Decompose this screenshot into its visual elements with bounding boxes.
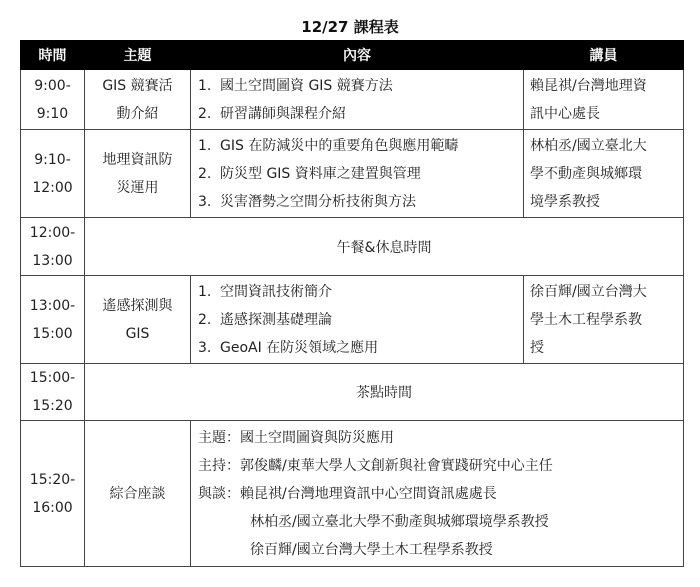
- item-text: 遙感探測基礎理論: [220, 311, 332, 328]
- speaker-line: 學土木工程學系教: [530, 311, 642, 328]
- topic-cell: [85, 130, 191, 218]
- item-number: 2.: [198, 165, 212, 182]
- item-number: 1.: [198, 77, 212, 94]
- content-cell: [191, 70, 524, 130]
- time-cell: [21, 421, 85, 567]
- item-text: 研習講師與課程介紹: [220, 105, 346, 122]
- time-cell: [21, 218, 85, 276]
- content-cell: [191, 130, 524, 218]
- time-start: 9:00-: [34, 77, 71, 94]
- time-cell: [21, 276, 85, 364]
- time-cell: [21, 364, 85, 421]
- topic-line: 地理資訊防: [102, 151, 173, 168]
- panel-text: 林柏丞/國立臺北大學不動產與城鄉環境學系教授: [250, 513, 549, 530]
- time-cell: [21, 130, 85, 218]
- content-item: [198, 188, 523, 216]
- time-start: 15:20-: [29, 471, 76, 488]
- topic-cell: [85, 70, 191, 130]
- header-topic: 主題: [85, 41, 191, 70]
- speaker-cell: [524, 276, 684, 364]
- time-end: 9:10: [36, 105, 69, 122]
- content-item: [198, 334, 523, 362]
- content-item: [198, 100, 523, 128]
- table-row: [21, 70, 684, 130]
- panel-line: [198, 424, 683, 452]
- panel-cell: [191, 421, 684, 567]
- speaker-cell: [524, 130, 684, 218]
- item-text: GeoAI 在防災領域之應用: [220, 339, 379, 356]
- panel-label: 與談：: [198, 485, 240, 502]
- time-end: 15:00: [32, 325, 73, 342]
- item-number: 3.: [198, 339, 212, 356]
- table-row: [21, 130, 684, 218]
- topic-line: GIS: [125, 325, 150, 342]
- topic-line: 遙感探測與: [102, 297, 173, 314]
- speaker-line: 訊中心處長: [530, 105, 600, 122]
- topic-line: 綜合座談: [109, 485, 166, 502]
- break-cell: 午餐&休息時間: [85, 218, 684, 276]
- item-text: 空間資訊技術簡介: [220, 283, 332, 300]
- table-row: [21, 276, 684, 364]
- item-text: 防災型 GIS 資料庫之建置與管理: [220, 165, 421, 182]
- table-row: [21, 421, 684, 567]
- time-end: 16:00: [32, 499, 73, 516]
- time-start: 9:10-: [34, 151, 71, 168]
- header-speaker: 講員: [524, 41, 684, 70]
- speaker-cell: [524, 70, 684, 130]
- header-content: 內容: [191, 41, 524, 70]
- topic-cell: [85, 421, 191, 567]
- panel-text: 郭俊麟/東華大學人文創新與社會實踐研究中心主任: [240, 457, 553, 474]
- panel-line: [198, 480, 683, 508]
- time-end: 13:00: [32, 252, 73, 269]
- speaker-line: 授: [530, 339, 544, 356]
- item-text: 國土空間圖資 GIS 競賽方法: [220, 77, 393, 94]
- time-cell: [21, 70, 85, 130]
- content-cell: [191, 276, 524, 364]
- schedule-table: [20, 40, 684, 567]
- table-row: [21, 218, 684, 276]
- speaker-line: 學不動產與城鄉環: [530, 165, 642, 182]
- panel-line: [198, 508, 683, 536]
- panel-label: 主題：: [198, 429, 240, 446]
- time-start: 12:00-: [29, 224, 76, 241]
- time-end: 12:00: [32, 179, 73, 196]
- topic-cell: [85, 276, 191, 364]
- content-item: [198, 132, 523, 160]
- item-number: 1.: [198, 137, 212, 154]
- time-start: 13:00-: [29, 297, 76, 314]
- speaker-line: 林柏丞/國立臺北大: [530, 137, 647, 154]
- speaker-line: 徐百輝/國立台灣大: [530, 283, 647, 300]
- content-item: [198, 306, 523, 334]
- panel-line: [198, 536, 683, 564]
- page-title: 12/27 課程表: [301, 18, 399, 36]
- panel-text: 賴昆祺/台灣地理資訊中心空間資訊處處長: [240, 485, 497, 502]
- topic-line: GIS 競賽活: [102, 77, 173, 94]
- speaker-line: 賴昆祺/台灣地理資: [530, 77, 647, 94]
- time-end: 15:20: [32, 398, 73, 414]
- panel-text: 徐百輝/國立台灣大學土木工程學系教授: [250, 541, 493, 558]
- item-number: 3.: [198, 193, 212, 210]
- content-item: [198, 160, 523, 188]
- item-text: GIS 在防減災中的重要角色與應用範疇: [220, 137, 459, 154]
- table-row: [21, 364, 684, 421]
- time-start: 15:00-: [29, 370, 76, 386]
- panel-line: [198, 452, 683, 480]
- topic-line: 災運用: [116, 179, 159, 196]
- header-row: [21, 41, 684, 70]
- item-number: 1.: [198, 283, 212, 300]
- item-number: 2.: [198, 105, 212, 122]
- content-item: [198, 278, 523, 306]
- panel-text: 國土空間圖資與防災應用: [240, 429, 394, 446]
- speaker-line: 境學系教授: [530, 193, 600, 210]
- panel-label: 主持：: [198, 457, 240, 474]
- topic-line: 動介紹: [116, 105, 159, 122]
- content-item: [198, 72, 523, 100]
- header-time: 時間: [21, 41, 85, 70]
- item-number: 2.: [198, 311, 212, 328]
- break-cell: 茶點時間: [85, 364, 684, 421]
- item-text: 災害潛勢之空間分析技術與方法: [220, 193, 416, 210]
